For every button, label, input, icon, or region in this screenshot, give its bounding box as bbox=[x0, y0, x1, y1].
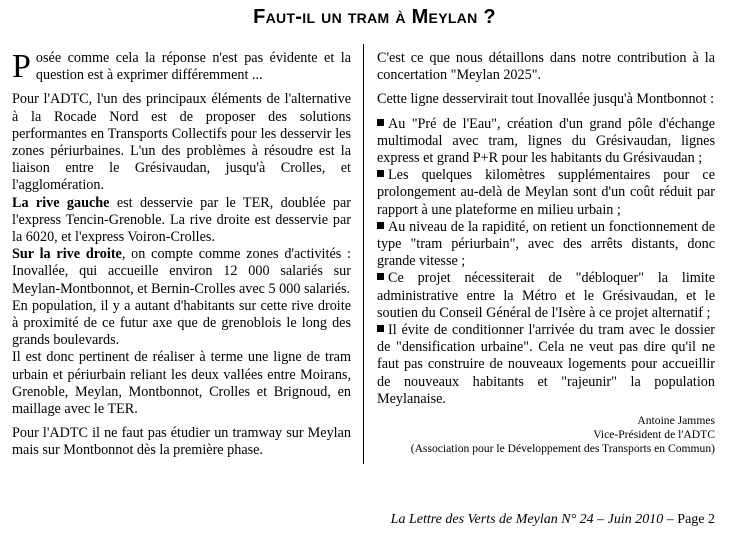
square-bullet-icon bbox=[377, 119, 384, 126]
rive-droite-label: Sur la rive droite bbox=[12, 246, 122, 263]
square-bullet-icon bbox=[377, 170, 384, 177]
square-bullet-icon bbox=[377, 273, 384, 280]
population-paragraph: En population, il y a autant d'habitants sur cette rive droite à proximité de ce futur axe que de grenoblois le long des grands boulevards. bbox=[12, 297, 351, 349]
bullet-item: Ce projet nécessiterait de "débloquer" la limite administrative entre la Métro et le Grésivaudan, et le soutien du Conseil Général de l'Isère à ce projet alternatif ; bbox=[377, 270, 715, 321]
column-divider bbox=[363, 44, 364, 464]
bullet-item: Au "Pré de l'Eau", création d'un grand pôle d'échange multimodal avec tram, lignes du Grésivaudan, lignes express et grand P+R pour les habitants du Grésivaudan ; bbox=[377, 115, 715, 167]
intro-paragraph bbox=[12, 50, 351, 84]
montbonnot-paragraph: Pour l'ADTC il ne faut pas étudier un tramway sur Meylan mais sur Montbonnot dès la première phase. bbox=[12, 425, 351, 459]
intro-text: osée comme cela la réponse n'est pas évidente et la question est à exprimer différemment ... bbox=[35, 50, 351, 84]
bullet-item: Les quelques kilomètres supplémentaires pour ce prolongement au-delà de Meylan sont d'un coût réduit par rapport à une plateforme en milieu urbain ; bbox=[377, 167, 715, 218]
rive-gauche-text: est desservie par le TER, doublée par l'express Tencin-Grenoble. La rive droite est desservie par la 6020, et l'express Voiron-Crolles. bbox=[12, 194, 351, 246]
rive-gauche-paragraph bbox=[12, 195, 351, 247]
bullet-item: Au niveau de la rapidité, on retient un fonctionnement de type "tram périurbain", avec des arrêts distants, donc grande vitesse ; bbox=[377, 218, 715, 270]
signature-org: (Association pour le Développement des Transports en Commun) bbox=[410, 442, 715, 456]
pertinent-paragraph: Il est donc pertinent de réaliser à terme une ligne de tram urbain et périurbain reliant les deux vallées entre Moirans, Grenoble, Meylan, Montbonnot, Crolles et Brignoud, en maillage avec le TER. bbox=[12, 349, 351, 418]
rive-droite-paragraph bbox=[12, 246, 351, 298]
bullet-item: Il évite de conditionner l'arrivée du tram avec le dossier de "densification urbaine". Cela ne veut pas dire qu'il ne faut pas construire de nouveaux logements pour accueillir de nouveaux habitants et "rajeunir" la population Meylanaise. bbox=[377, 322, 715, 407]
bullet-list bbox=[377, 116, 715, 408]
page-number: – Page 2 bbox=[663, 512, 715, 527]
square-bullet-icon bbox=[377, 325, 384, 332]
drop-cap: P bbox=[12, 48, 31, 85]
signature-role: Vice-Président de l'ADTC bbox=[593, 428, 715, 442]
page-footer bbox=[391, 512, 715, 528]
rive-droite-text: , on compte comme zones d'activités : Inovallée, qui accueille environ 12 000 salariés sur Meylan-Montbonnot, et Bernin-Crolles avec 5 000 salariés. bbox=[12, 246, 351, 297]
ligne-paragraph: Cette ligne desservirait tout Inovallée jusqu'à Montbonnot : bbox=[377, 91, 715, 108]
publication-name: La Lettre des Verts de Meylan N° 24 – Juin 2010 bbox=[390, 512, 664, 527]
contribution-paragraph: C'est ce que nous détaillons dans notre contribution à la concertation "Meylan 2025". bbox=[377, 50, 715, 84]
signature-block bbox=[377, 414, 715, 456]
signature-name: Antoine Jammes bbox=[637, 414, 715, 428]
square-bullet-icon bbox=[377, 222, 384, 229]
left-column bbox=[12, 50, 351, 460]
right-column bbox=[377, 50, 715, 456]
rive-gauche-label: La rive gauche bbox=[12, 194, 110, 211]
adtc-paragraph: Pour l'ADTC, l'un des principaux éléments de l'alternative à la Rocade Nord est de proposer des solutions performantes en Transports Collectifs pour les desservir les zones périurbaines. L'un des problèmes à résoudre est la liaison entre le Grésivaudan, jusqu'à Crolles, et l'agglomération. bbox=[12, 91, 351, 194]
article-title: Faut-il un tram à Meylan ? bbox=[253, 6, 496, 28]
